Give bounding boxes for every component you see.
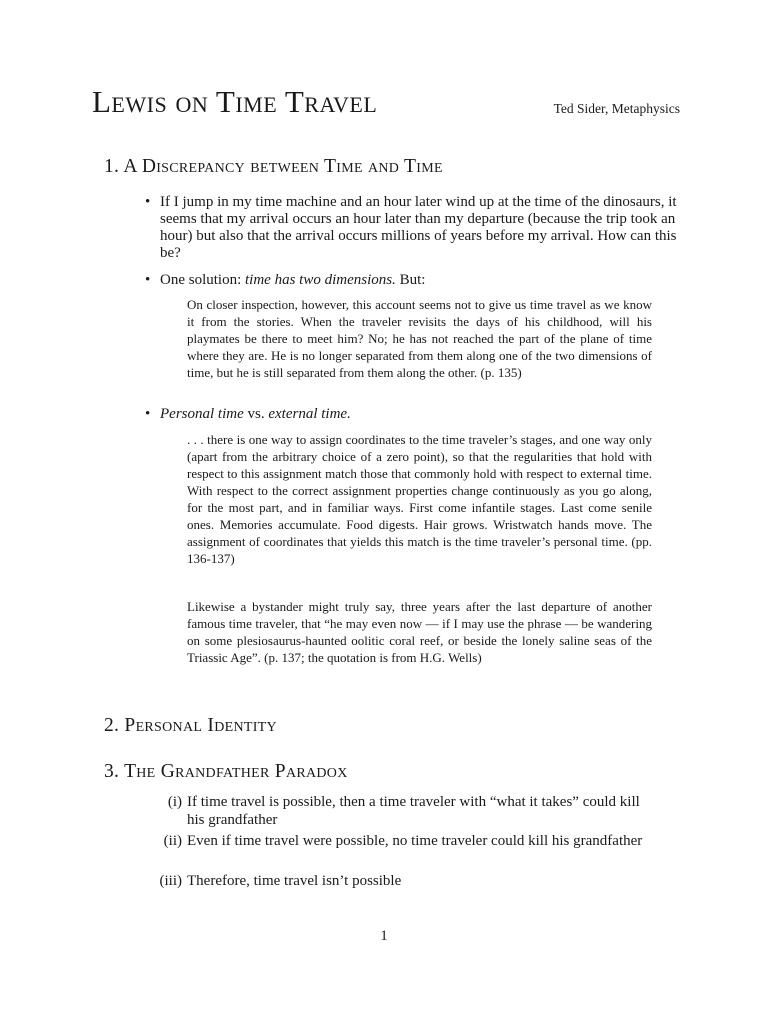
section-number: 2. bbox=[104, 715, 120, 736]
section-number: 3. bbox=[104, 761, 120, 782]
bullet-icon: • bbox=[145, 406, 151, 422]
block-quote: On closer inspection, however, this account seems not to give us time travel as we know it from the stories. When the traveler revisits the days of his childhood, will his playmates be there to meet him? No; he has not reached the part of the plane of time where they are. He is no longer separated from them along one of the two dimensions of time, but he is still separated from them along the other. (p. 135) bbox=[187, 297, 652, 380]
list-item bbox=[140, 833, 650, 851]
bullet-icon: • bbox=[145, 194, 151, 210]
list-text: If time travel is possible, then a time traveler with “what it takes” could kill his grandfather bbox=[187, 794, 640, 828]
bullet-text bbox=[145, 272, 680, 289]
section-heading-2 bbox=[104, 715, 277, 737]
bullet-prefix: One solution: bbox=[160, 272, 242, 288]
bullet-icon: • bbox=[145, 272, 151, 288]
list-number: (ii) bbox=[163, 833, 182, 849]
bullet-item bbox=[145, 194, 680, 262]
list-text: Therefore, time travel isn’t possible bbox=[187, 873, 402, 889]
bullet-text: If I jump in my time machine and an hour later wind up at the time of the dinosaurs, it seems that my arrival occurs an hour later than my departure (because the trip took an hour) but also that the arrival occurs millions of years before my arrival. How can this be? bbox=[160, 194, 677, 261]
list-item bbox=[140, 794, 650, 829]
bullet-emphasis: external time. bbox=[268, 406, 351, 422]
bullet-emphasis: Personal time bbox=[160, 406, 244, 422]
section-title: The Grandfather Paradox bbox=[124, 761, 348, 782]
section-title: Personal Identity bbox=[124, 715, 277, 736]
page-number: 1 bbox=[380, 928, 388, 944]
bullet-item bbox=[145, 406, 680, 423]
bullet-item bbox=[145, 272, 680, 289]
byline: Ted Sider, Metaphysics bbox=[553, 101, 680, 116]
bullet-mid: vs. bbox=[247, 406, 265, 422]
section-number: 1. bbox=[104, 156, 120, 177]
section-heading-1 bbox=[104, 156, 443, 178]
list-text: Even if time travel were possible, no time traveler could kill his grandfather bbox=[187, 833, 643, 849]
bullet-emphasis: time has two dimensions. bbox=[245, 272, 396, 288]
section-title: A Discrepancy between Time and Time bbox=[123, 156, 443, 177]
section-heading-3 bbox=[104, 761, 348, 783]
list-item bbox=[140, 873, 650, 891]
list-number: (i) bbox=[167, 794, 182, 810]
list-number: (iii) bbox=[159, 873, 182, 889]
bullet-text bbox=[145, 406, 680, 423]
bullet-suffix: But: bbox=[399, 272, 426, 288]
document-title: Lewis on Time Travel bbox=[92, 84, 378, 119]
block-quote: Likewise a bystander might truly say, three years after the last departure of another famous time traveler, that “he may even now — if I may use the phrase — be wandering on some plesiosaurus-haunted oolitic coral reef, or beside the lonely saline seas of the Triassic Age”. (p. 137; the quotation is from H.G. Wells) bbox=[187, 599, 652, 665]
block-quote: . . . there is one way to assign coordinates to the time traveler’s stages, and one way only (apart from the arbitrary choice of a zero point), so that the regularities that hold with respect to this assignment match those that commonly hold with respect to external time. With respect to the correct assignment properties change continuously as you go along, for the most part, and in familiar ways. First come infantile stages. Last come senile ones. Memories accumulate. Food digests. Hair grows. Wristwatch hands move. The assignment of coordinates that yields this match is the time traveler’s personal time. (pp. 136-137) bbox=[187, 432, 652, 566]
